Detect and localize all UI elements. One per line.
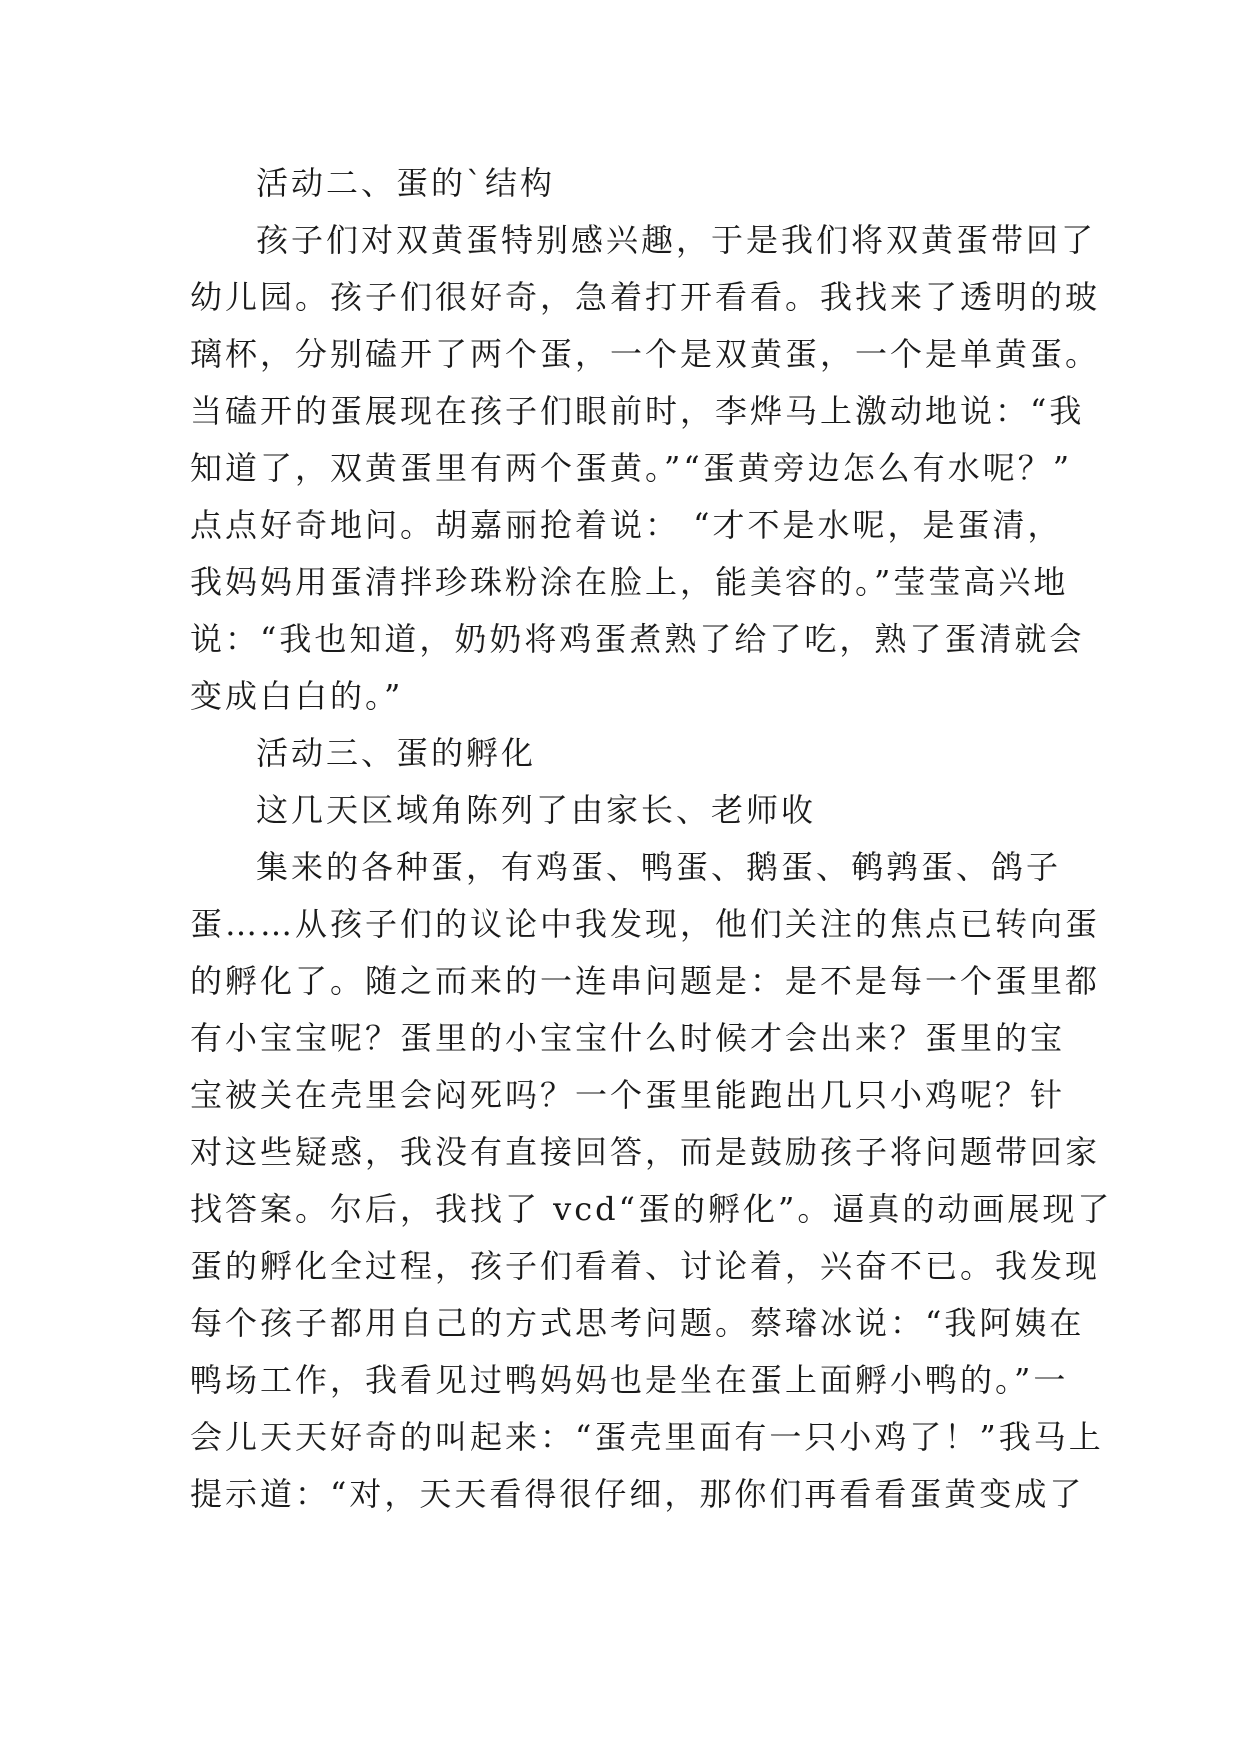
paragraph-line: 变成白白的。” (190, 677, 404, 715)
paragraph-line: 知道了，双黄蛋里有两个蛋黄。”“蛋黄旁边怎么有水呢？” (190, 449, 1073, 487)
paragraph-line: 鸭场工作，我看见过鸭妈妈也是坐在蛋上面孵小鸭的。”一 (190, 1361, 1069, 1399)
paragraph-line: 有小宝宝呢？蛋里的小宝宝什么时候才会出来？蛋里的宝 (190, 1019, 1066, 1057)
paragraph-line: 提示道：“对，天天看得很仔细，那你们再看看蛋黄变成了 (190, 1475, 1085, 1513)
paragraph-line: 璃杯，分别磕开了两个蛋，一个是双黄蛋，一个是单黄蛋。 (190, 335, 1101, 373)
paragraph-line: 点点好奇地问。胡嘉丽抢着说： “才不是水呢，是蛋清， (190, 506, 1063, 544)
paragraph-line: 找答案。尔后，我找了 vcd“蛋的孵化”。逼真的动画展现了 (190, 1190, 1113, 1228)
paragraph-line: 会儿天天好奇的叫起来：“蛋壳里面有一只小鸡了！”我马上 (190, 1418, 1104, 1456)
paragraph-line: 我妈妈用蛋清拌珍珠粉涂在脸上，能美容的。”莹莹高兴地 (190, 563, 1069, 601)
paragraph-line: 的孵化了。随之而来的一连串问题是：是不是每一个蛋里都 (190, 962, 1101, 1000)
paragraph-line: 每个孩子都用自己的方式思考问题。蔡璿冰说：“我阿姨在 (190, 1304, 1085, 1342)
paragraph-line: 幼儿园。孩子们很好奇，急着打开看看。我找来了透明的玻 (190, 278, 1101, 316)
paragraph-line: 蛋……从孩子们的议论中我发现，他们关注的焦点已转向蛋 (190, 905, 1101, 943)
paragraph-line: 蛋的孵化全过程，孩子们看着、讨论着，兴奋不已。我发现 (190, 1247, 1101, 1285)
paragraph-line: 对这些疑惑，我没有直接回答，而是鼓励孩子将问题带回家 (190, 1133, 1101, 1171)
paragraph-line: 宝被关在壳里会闷死吗？一个蛋里能跑出几只小鸡呢？针 (190, 1076, 1066, 1114)
paragraph-line: 孩子们对双黄蛋特别感兴趣，于是我们将双黄蛋带回了 (256, 221, 1097, 259)
paragraph-line: 集来的各种蛋，有鸡蛋、鸭蛋、鹅蛋、鹌鹑蛋、鸽子 (256, 848, 1062, 886)
paragraph-line: 说：“我也知道，奶奶将鸡蛋煮熟了给了吃，熟了蛋清就会 (190, 620, 1085, 658)
paragraph-line: 当磕开的蛋展现在孩子们眼前时，李烨马上激动地说：“我 (190, 392, 1085, 430)
paragraph-line: 这几天区域角陈列了由家长、老师收 (256, 791, 817, 829)
document-body (190, 155, 1113, 1523)
section-heading-activity-2: 活动二、蛋的`结构 (256, 164, 556, 202)
section-heading-activity-3: 活动三、蛋的孵化 (256, 734, 537, 772)
